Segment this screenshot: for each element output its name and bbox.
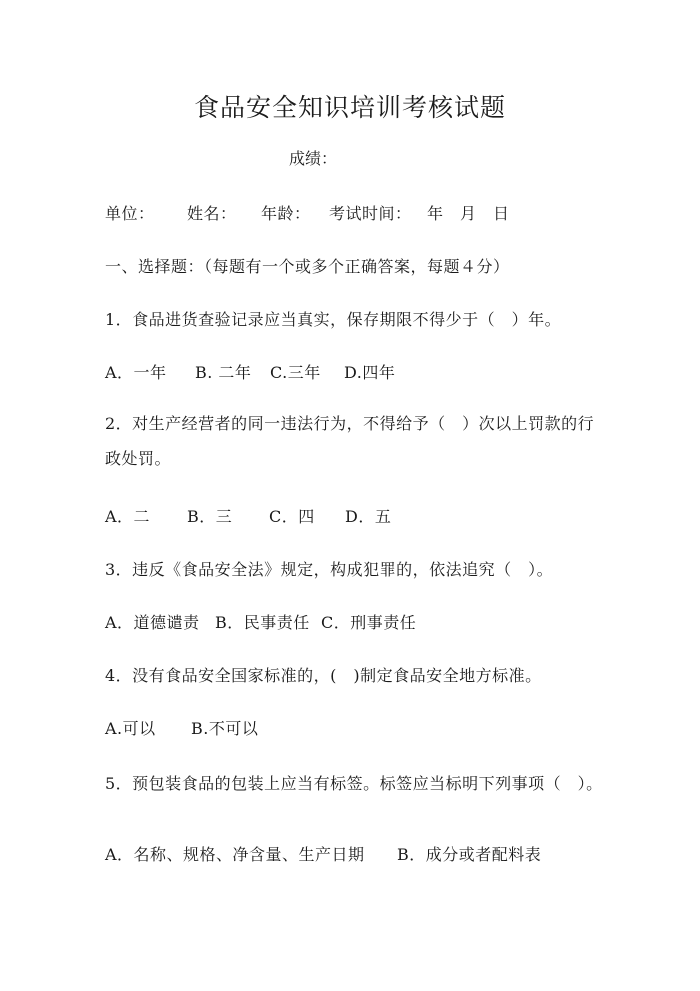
option-b: B．民事责任 — [215, 613, 310, 632]
option-d: D．五 — [345, 507, 392, 526]
option-d: D.四年 — [344, 363, 396, 382]
question-5-text: 5．预包装食品的包装上应当有标签。标签应当标明下列事项（ ）。 — [105, 774, 603, 793]
option-b: B.不可以 — [191, 719, 259, 738]
question-3-text: 3．违反《食品安全法》规定，构成犯罪的，依法追究（ ）。 — [105, 560, 554, 579]
unit-label: 单位： — [105, 204, 155, 223]
question-4-options — [105, 716, 258, 739]
date-label: 年 月 日 — [427, 204, 510, 223]
age-label: 年龄： — [261, 204, 311, 223]
option-a: A．一年 — [105, 363, 167, 382]
option-b: B. 二年 — [195, 363, 252, 382]
section-heading: 一、选择题：（每题有一个或多个正确答案，每题４分） — [105, 257, 510, 276]
question-5-options — [105, 842, 541, 865]
question-1-options — [105, 360, 395, 383]
option-c: C.三年 — [270, 363, 321, 382]
question-4-text: 4．没有食品安全国家标准的，( )制定食品安全地方标准。 — [105, 666, 542, 685]
option-c: C．四 — [269, 507, 315, 526]
question-1-text: 1．食品进货查验记录应当真实，保存期限不得少于（ ）年。 — [105, 310, 562, 329]
question-2-text: 2．对生产经营者的同一违法行为，不得给予（ ）次以上罚款的行政处罚。 — [105, 414, 595, 468]
option-b: B．成分或者配料表 — [397, 845, 542, 864]
score-label: 成绩： — [289, 149, 338, 168]
option-a: A．二 — [105, 507, 151, 526]
page-title: 食品安全知识培训考核试题 — [193, 93, 506, 122]
question-3-options — [105, 610, 416, 633]
option-b: B．三 — [187, 507, 233, 526]
option-a: A.可以 — [105, 719, 156, 738]
name-label: 姓名： — [187, 204, 237, 223]
info-row — [105, 201, 510, 224]
option-a: A．道德谴责 — [105, 613, 200, 632]
exam-time-label: 考试时间： — [329, 204, 412, 223]
question-2-options — [105, 504, 391, 527]
option-c: C．刑事责任 — [321, 613, 417, 632]
option-a: A．名称、规格、净含量、生产日期 — [105, 845, 365, 864]
